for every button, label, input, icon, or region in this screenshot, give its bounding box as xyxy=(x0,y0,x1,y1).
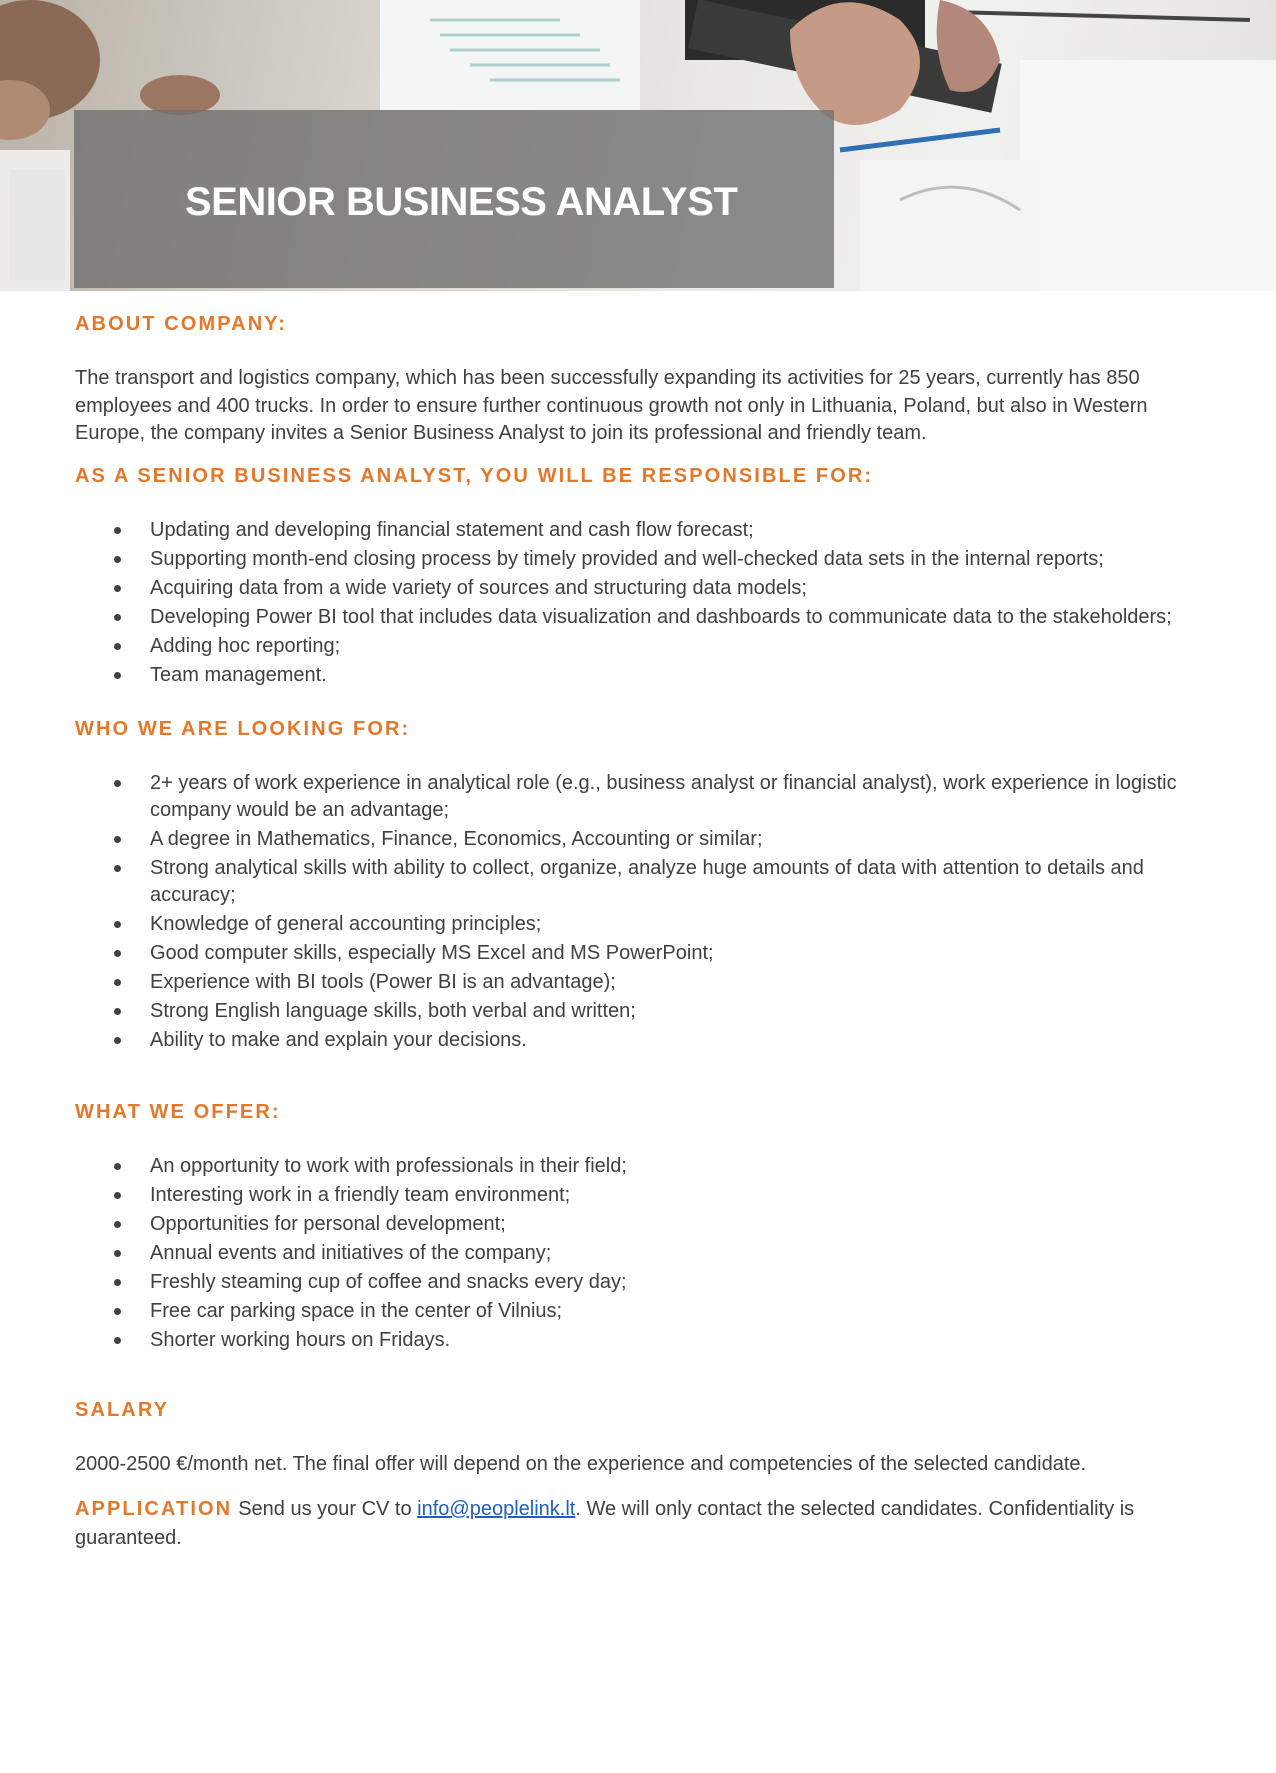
application-text xyxy=(75,1495,1205,1553)
list-item: Free car parking space in the center of Vilnius; xyxy=(75,1298,1205,1325)
bullet-icon xyxy=(114,672,121,679)
requirements-heading: WHO WE ARE LOOKING FOR: xyxy=(75,717,411,740)
list-item: Strong analytical skills with ability to collect, organize, analyze huge amounts of data with attention to details and accuracy; xyxy=(75,855,1205,909)
salary-heading: SALARY xyxy=(75,1398,170,1421)
list-item: Opportunities for personal development; xyxy=(75,1211,1205,1238)
bullet-icon xyxy=(114,865,121,872)
bullet-icon xyxy=(114,1221,121,1228)
bullet-icon xyxy=(114,1250,121,1257)
bullet-icon xyxy=(114,527,121,534)
list-item: Good computer skills, especially MS Excel and MS PowerPoint; xyxy=(75,940,1205,967)
bullet-icon xyxy=(114,1337,121,1344)
application-text-after: . We will only contact the selected candidates. Confidentiality is guaranteed. xyxy=(75,1498,1135,1549)
list-item: Team management. xyxy=(75,662,1205,689)
list-item: Freshly steaming cup of coffee and snacks every day; xyxy=(75,1269,1205,1296)
bullet-icon xyxy=(114,614,121,621)
list-item: Updating and developing financial statement and cash flow forecast; xyxy=(75,517,1205,544)
bullet-icon xyxy=(114,1037,121,1044)
list-item: A degree in Mathematics, Finance, Economics, Accounting or similar; xyxy=(75,826,1205,853)
salary-section xyxy=(75,1398,1205,1479)
requirements-section xyxy=(75,717,1205,1054)
bullet-icon xyxy=(114,979,121,986)
list-item: Ability to make and explain your decisions. xyxy=(75,1027,1205,1054)
offer-list xyxy=(75,1153,1205,1354)
job-description xyxy=(75,291,1205,1553)
bullet-icon xyxy=(114,1008,121,1015)
bullet-icon xyxy=(114,836,121,843)
bullet-icon xyxy=(114,921,121,928)
application-section xyxy=(75,1495,1205,1553)
about-text: The transport and logistics company, which has been successfully expanding its activities for 25 years, currently has 850 employees and 400 trucks. In order to ensure further continuous growth not only in Lithuania, Poland, but also in Western Europe, the company invites a Senior Business Analyst to join its professional and friendly team. xyxy=(75,367,1148,444)
about-section xyxy=(75,312,1205,448)
bullet-icon xyxy=(114,643,121,650)
responsibilities-heading: AS A SENIOR BUSINESS ANALYST, YOU WILL BE RESPONSIBLE FOR: xyxy=(75,464,874,487)
title-box xyxy=(74,110,834,288)
list-item: Strong English language skills, both verbal and written; xyxy=(75,998,1205,1025)
list-item: Adding hoc reporting; xyxy=(75,633,1205,660)
requirements-list xyxy=(75,770,1205,1054)
responsibilities-list xyxy=(75,517,1205,689)
list-item: An opportunity to work with professionals in their field; xyxy=(75,1153,1205,1180)
list-item: Annual events and initiatives of the company; xyxy=(75,1240,1205,1267)
salary-text: 2000-2500 €/month net. The final offer will depend on the experience and competencies of the selected candidate. xyxy=(75,1452,1087,1475)
offer-heading: WHAT WE OFFER: xyxy=(75,1100,281,1123)
offer-section xyxy=(75,1100,1205,1354)
bullet-icon xyxy=(114,780,121,787)
list-item: Shorter working hours on Fridays. xyxy=(75,1327,1205,1354)
list-item: Supporting month-end closing process by timely provided and well-checked data sets in the internal reports; xyxy=(75,546,1205,573)
bullet-icon xyxy=(114,1308,121,1315)
application-text-before: Send us your CV to xyxy=(238,1498,418,1520)
bullet-icon xyxy=(114,1279,121,1286)
list-item: Acquiring data from a wide variety of sources and structuring data models; xyxy=(75,575,1205,602)
bullet-icon xyxy=(114,950,121,957)
application-heading: APPLICATION xyxy=(75,1498,233,1520)
hero-banner xyxy=(0,0,1276,291)
list-item: Knowledge of general accounting principles; xyxy=(75,911,1205,938)
list-item: Developing Power BI tool that includes data visualization and dashboards to communicate data to the stakeholders; xyxy=(75,604,1205,631)
about-heading: ABOUT COMPANY: xyxy=(75,313,287,335)
responsibilities-section xyxy=(75,464,1205,689)
email-link[interactable]: info@peoplelink.lt xyxy=(417,1498,576,1520)
page-title: SENIOR BUSINESS ANALYST xyxy=(185,180,738,224)
bullet-icon xyxy=(114,585,121,592)
list-item: Experience with BI tools (Power BI is an advantage); xyxy=(75,969,1205,996)
bullet-icon xyxy=(114,1192,121,1199)
bullet-icon xyxy=(114,1163,121,1170)
list-item: Interesting work in a friendly team environment; xyxy=(75,1182,1205,1209)
bullet-icon xyxy=(114,556,121,563)
list-item: 2+ years of work experience in analytical role (e.g., business analyst or financial analyst), work experience in logistic company would be an advantage; xyxy=(75,770,1205,824)
